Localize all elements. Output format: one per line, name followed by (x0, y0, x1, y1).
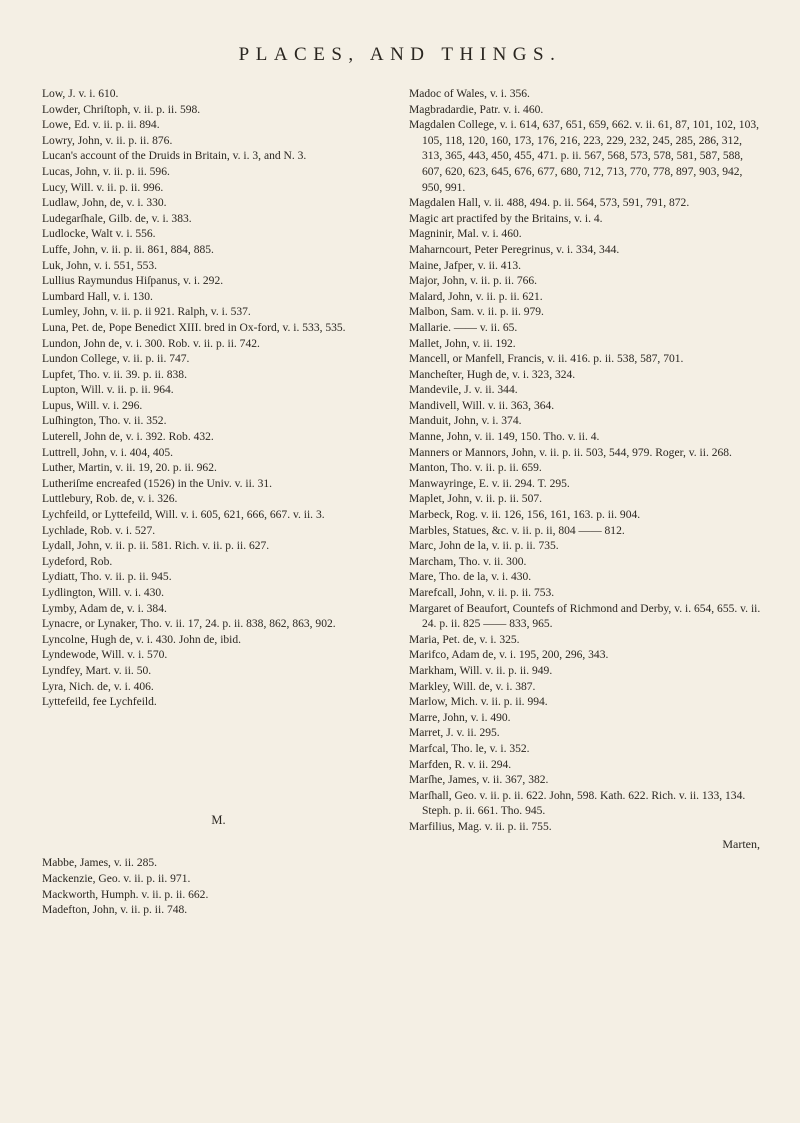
index-entry: Lynacre, or Lynaker, Tho. v. ii. 17, 24. p. ii. 838, 862, 863, 902. (42, 618, 336, 631)
index-entry: Lundon, John de, v. i. 300. Rob. v. ii. p. ii. 742. (42, 337, 260, 350)
index-entry: Lydeford, Rob. (42, 555, 113, 568)
index-entry: Manduit, John, v. i. 374. (409, 415, 522, 428)
index-entry: Luna, Pet. de, Pope Benedict XIII. bred in Ox-ford, v. i. 533, 535. (42, 321, 346, 334)
index-entry: Lucy, Will. v. ii. p. ii. 996. (42, 181, 164, 194)
index-entry: Mabbe, James, v. ii. 285. (42, 857, 158, 870)
left-column (42, 87, 395, 919)
index-entry: Marbles, Statues, &c. v. ii. p. ii, 804 —— 812. (409, 524, 625, 537)
index-columns (42, 87, 762, 919)
index-entry: Markley, Will. de, v. i. 387. (409, 680, 536, 693)
index-entry: Lucas, John, v. ii. p. ii. 596. (42, 165, 170, 178)
index-entry: Mare, Tho. de la, v. i. 430. (409, 571, 532, 584)
index-entry: Lyttefeild, fee Lychfeild. (42, 696, 157, 709)
index-entry: Maine, Jafper, v. ii. 413. (409, 259, 521, 272)
index-entry: Manwayringe, E. v. ii. 294. T. 295. (409, 477, 570, 490)
index-entry: Marſhe, James, v. ii. 367, 382. (409, 774, 549, 787)
index-entry: Magninir, Mal. v. i. 460. (409, 228, 522, 241)
index-entry: Ludlaw, John, de, v. i. 330. (42, 197, 167, 210)
index-entry: Mallarie. —— v. ii. 65. (409, 321, 518, 334)
index-entry: Luttrell, John, v. i. 404, 405. (42, 446, 174, 459)
index-entry: Lumbard Hall, v. i. 130. (42, 290, 153, 303)
index-entry: Lundon College, v. ii. p. ii. 747. (42, 353, 190, 366)
index-entry: Lychfeild, or Lyttefeild, Will. v. i. 605, 621, 666, 667. v. ii. 3. (42, 509, 325, 522)
section-letter-m: M. (211, 812, 226, 827)
index-entry: Marc, John de la, v. ii. p. ii. 735. (409, 540, 559, 553)
right-column (409, 87, 762, 919)
left-entries-l (42, 87, 395, 711)
index-entry: Lydall, John, v. ii. p. ii. 581. Rich. v. ii. p. ii. 627. (42, 540, 270, 553)
index-entry: Markham, Will. v. ii. p. ii. 949. (409, 664, 553, 677)
index-entry: Major, John, v. ii. p. ii. 766. (409, 275, 538, 288)
index-entry: Magic art practifed by the Britains, v. i. 4. (409, 212, 603, 225)
index-entry: Lutheriſme encreafed (1526) in the Univ. v. ii. 31. (42, 477, 273, 490)
index-entry: Lyncolne, Hugh de, v. i. 430. John de, ibid. (42, 633, 242, 646)
index-entry: Mancell, or Manfell, Francis, v. ii. 416. p. ii. 538, 587, 701. (409, 353, 684, 366)
index-entry: Marret, J. v. ii. 295. (409, 727, 500, 740)
index-entry: Maria, Pet. de, v. i. 325. (409, 633, 520, 646)
index-entry: Ludegarſhale, Gilb. de, v. i. 383. (42, 212, 192, 225)
index-entry: Mackenzie, Geo. v. ii. p. ii. 971. (42, 872, 191, 885)
index-entry: Lyndewode, Will. v. i. 570. (42, 649, 168, 662)
index-entry: Marbeck, Rog. v. ii. 126, 156, 161, 163. p. ii. 904. (409, 509, 641, 522)
index-entry: Ludlocke, Walt v. i. 556. (42, 228, 156, 241)
index-entry: Manne, John, v. ii. 149, 150. Tho. v. ii. 4. (409, 431, 600, 444)
index-entry: Maharncourt, Peter Peregrinus, v. i. 334, 344. (409, 243, 620, 256)
index-entry: Lumley, John, v. ii. p. ii 921. Ralph, v. i. 537. (42, 306, 251, 319)
right-entries (409, 87, 762, 836)
index-entry: Mandivell, Will. v. ii. 363, 364. (409, 399, 555, 412)
left-entries-m (42, 856, 395, 918)
index-entry: Margaret of Beaufort, Countefs of Richmond and Derby, v. i. 654, 655. v. ii. 24. p. ii. 825 —— 833, 965. (409, 602, 761, 631)
index-entry: Mandevile, J. v. ii. 344. (409, 384, 518, 397)
index-entry: Madefton, John, v. ii. p. ii. 748. (42, 904, 188, 917)
index-entry: Lydiatt, Tho. v. ii. p. ii. 945. (42, 571, 172, 584)
index-entry: Lyra, Nich. de, v. i. 406. (42, 680, 154, 693)
index-entry: Marre, John, v. i. 490. (409, 711, 511, 724)
index-entry: Marfcal, Tho. le, v. i. 352. (409, 742, 530, 755)
index-entry: Marfden, R. v. ii. 294. (409, 758, 512, 771)
index-entry: Lowe, Ed. v. ii. p. ii. 894. (42, 119, 160, 132)
index-entry: Malbon, Sam. v. ii. p. ii. 979. (409, 306, 544, 319)
index-entry: Marfilius, Mag. v. ii. p. ii. 755. (409, 820, 552, 833)
index-entry: Mackworth, Humph. v. ii. p. ii. 662. (42, 888, 209, 901)
index-entry: Mallet, John, v. ii. 192. (409, 337, 516, 350)
index-entry: Luk, John, v. i. 551, 553. (42, 259, 158, 272)
index-entry: Lymby, Adam de, v. i. 384. (42, 602, 167, 615)
index-entry: Malard, John, v. ii. p. ii. 621. (409, 290, 543, 303)
index-entry: Madoc of Wales, v. i. 356. (409, 88, 530, 100)
index-entry: Lupton, Will. v. ii. p. ii. 964. (42, 384, 174, 397)
index-entry: Lychlade, Rob. v. i. 527. (42, 524, 156, 537)
index-entry: Low, J. v. i. 610. (42, 88, 119, 100)
index-entry: Marefcall, John, v. ii. p. ii. 753. (409, 587, 555, 599)
index-entry: Mancheſter, Hugh de, v. i. 323, 324. (409, 368, 576, 381)
index-entry: Lucan's account of the Druids in Britain, v. i. 3, and N. 3. (42, 150, 307, 163)
index-entry: Lowder, Chriſtoph, v. ii. p. ii. 598. (42, 103, 201, 116)
index-entry: Luterell, John de, v. i. 392. Rob. 432. (42, 431, 214, 444)
index-entry: Magdalen College, v. i. 614, 637, 651, 659, 662. v. ii. 61, 87, 101, 102, 103, 105, 118, 120, 160, 173, 176, 216, 223, 229, 232, 245, 285, 286, 312, 313, 365, 443, 450, 455, 471. p. ii. 567, 568, 573, 578, 581, 587, 588, 607, 620, 623, 645, 676, 677, 680, 712, 713, 770, 778, 897, 903, 942, 950, 991. (409, 119, 760, 194)
catchword: Marten, (722, 836, 760, 851)
index-entry: Manners or Mannors, John, v. ii. p. ii. 503, 544, 979. Roger, v. ii. 268. (409, 446, 732, 459)
index-entry: Marlow, Mich. v. ii. p. ii. 994. (409, 696, 548, 709)
index-entry: Maplet, John, v. ii. p. ii. 507. (409, 493, 542, 506)
page-header: PLACES, AND THINGS. (238, 44, 562, 65)
index-entry: Lullius Raymundus Hiſpanus, v. i. 292. (42, 275, 224, 288)
index-entry: Luffe, John, v. ii. p. ii. 861, 884, 885. (42, 243, 214, 256)
index-entry: Luſhington, Tho. v. ii. 352. (42, 415, 167, 428)
index-entry: Marifco, Adam de, v. i. 195, 200, 296, 343. (409, 649, 609, 662)
index-entry: Lupfet, Tho. v. ii. 39. p. ii. 838. (42, 368, 187, 381)
index-entry: Lowry, John, v. ii. p. ii. 876. (42, 134, 173, 147)
index-entry: Luttlebury, Rob. de, v. i. 326. (42, 493, 178, 506)
index-entry: Lupus, Will. v. i. 296. (42, 399, 143, 412)
index-entry: Marcham, Tho. v. ii. 300. (409, 555, 527, 568)
index-entry: Lyndfey, Mart. v. ii. 50. (42, 664, 152, 677)
index-entry: Lydlington, Will. v. i. 430. (42, 587, 165, 599)
index-entry: Luther, Martin, v. ii. 19, 20. p. ii. 962. (42, 462, 217, 475)
index-entry: Manton, Tho. v. ii. p. ii. 659. (409, 462, 542, 475)
index-entry: Magdalen Hall, v. ii. 488, 494. p. ii. 564, 573, 591, 791, 872. (409, 197, 690, 210)
index-entry: Magbradardie, Patr. v. i. 460. (409, 103, 544, 116)
index-entry: Marſhall, Geo. v. ii. p. ii. 622. John, 598. Kath. 622. Rich. v. ii. 133, 134. Steph. p. ii. 661. Tho. 945. (409, 789, 746, 818)
